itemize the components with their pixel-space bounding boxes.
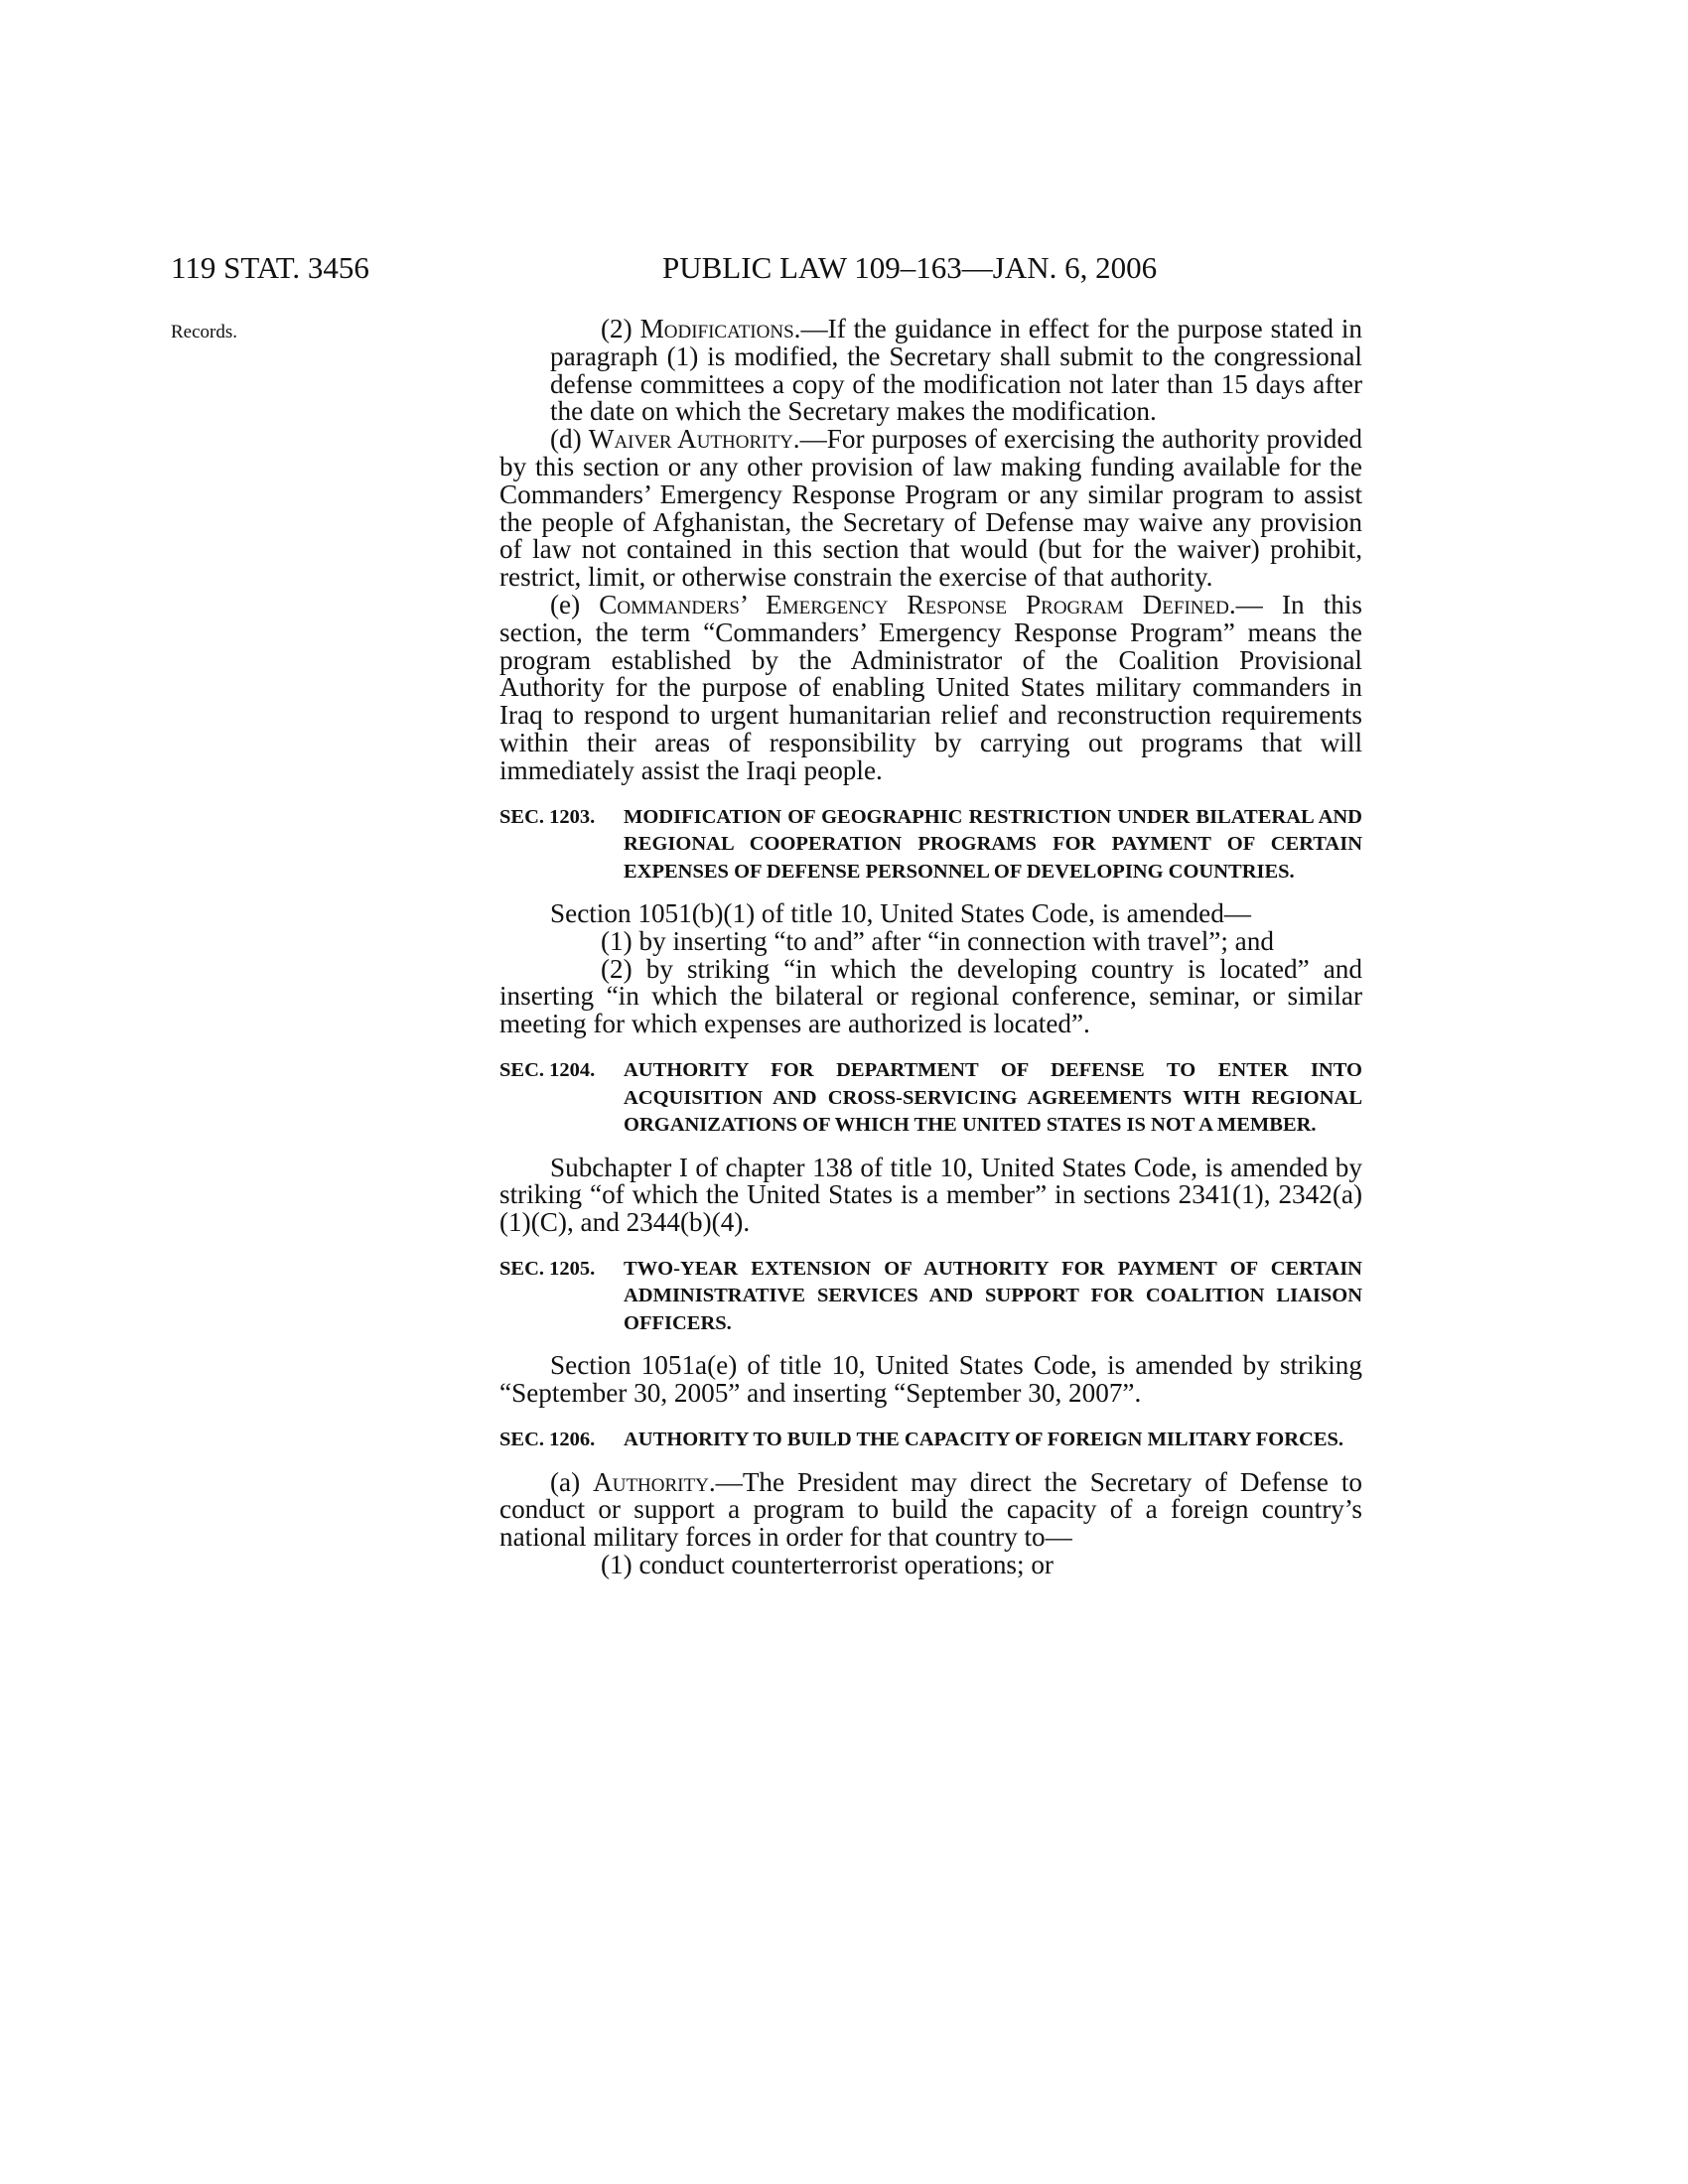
section-heading-1205	[499, 1256, 1362, 1338]
section-intro: Section 1051(b)(1) of title 10, United States Code, is amended—	[550, 898, 1251, 929]
paragraph-heading: Waiver Authority	[588, 424, 793, 455]
section-heading-1204	[499, 1057, 1362, 1140]
paragraph-a: (a) Authority.—The President may direct the Secretary of Defense to conduct or support a program to build the capacity of a foreign country’s national military forces in order for that country to—	[499, 1466, 1362, 1553]
paragraph-e: (e) Commanders’ Emergency Response Program Defined.— In this section, the term “Commanders’ Emergency Response Program” means the program established by the Administrator of the Coalition Provisional Authority for the purpose of enabling United States military commanders in Iraq to respond to urgent humanitarian relief and reconstruction requirements within their areas of responsibility by carrying out programs that will immediately assist the Iraqi people.	[499, 589, 1362, 785]
paragraph-heading: Authority	[593, 1466, 709, 1497]
stat-page-reference: 119 STAT. 3456	[171, 250, 369, 285]
paragraph-d: (d) Waiver Authority.—For purposes of exercising the authority provided by this section or any other provision of law making funding available for the Commanders’ Emergency Response Program or any similar program to assist the people of Afghanistan, the Secretary of Defense may waive any provision of law not contained in this section that would (but for the waiver) prohibit, restrict, limit, or otherwise constrain the exercise of that authority.	[499, 424, 1363, 593]
section-number: SEC. 1205.	[499, 1257, 596, 1280]
running-header-title: PUBLIC LAW 109–163—JAN. 6, 2006	[662, 250, 1158, 285]
section-body: Subchapter I of chapter 138 of title 10, United States Code, is amended by striking “of which the United States is a member” in sections 2341(1), 2342(a)(1)(C), and 2344(b)(4).	[499, 1152, 1362, 1238]
margin-note: Records.	[171, 322, 238, 342]
section-number: SEC. 1206.	[499, 1429, 596, 1451]
section-title: AUTHORITY FOR DEPARTMENT OF DEFENSE TO ENTER INTO ACQUISITION AND CROSS-SERVICING AGREEMENTS WITH REGIONAL ORGANIZATIONS OF WHICH THE UNITED STATES IS NOT A MEMBER.	[624, 1059, 1362, 1137]
section-number: SEC. 1203.	[499, 805, 596, 828]
paragraph-heading: Modifications	[639, 314, 794, 343]
document-body	[499, 316, 1362, 1579]
section-number: SEC. 1204.	[499, 1059, 596, 1082]
section-heading-1203	[499, 804, 1362, 887]
list-item: (1) by inserting “to and” after “in connection with travel”; and	[601, 925, 1274, 956]
paragraph-heading: Commanders’ Emergency Response Program Defined	[599, 589, 1229, 619]
section-title: TWO-YEAR EXTENSION OF AUTHORITY FOR PAYMENT OF CERTAIN ADMINISTRATIVE SERVICES AND SUPPORT FOR COALITION LIAISON OFFICERS.	[624, 1257, 1362, 1334]
section-heading-1206	[499, 1427, 1362, 1454]
list-item: (1) conduct counterterrorist operations; or	[601, 1549, 1054, 1579]
section-title: MODIFICATION OF GEOGRAPHIC RESTRICTION UNDER BILATERAL AND REGIONAL COOPERATION PROGRAMS FOR PAYMENT OF CERTAIN EXPENSES OF DEFENSE PERSONNEL OF DEVELOPING COUNTRIES.	[624, 805, 1362, 883]
section-title: AUTHORITY TO BUILD THE CAPACITY OF FOREIGN MILITARY FORCES.	[624, 1429, 1344, 1451]
list-item: (2) by striking “in which the developing country is located” and inserting “in which the bilateral or regional conference, seminar, or similar meeting for which expenses are authorized is located”.	[499, 953, 1362, 1039]
paragraph-c2: (2) Modifications.—If the guidance in effect for the purpose stated in paragraph (1) is modified, the Secretary shall submit to the congressional defense committees a copy of the modification not later than 15 days after the date on which the Secretary makes the modification.	[550, 314, 1362, 427]
section-body: Section 1051a(e) of title 10, United States Code, is amended by striking “September 30, 2005” and inserting “September 30, 2007”.	[499, 1350, 1362, 1409]
